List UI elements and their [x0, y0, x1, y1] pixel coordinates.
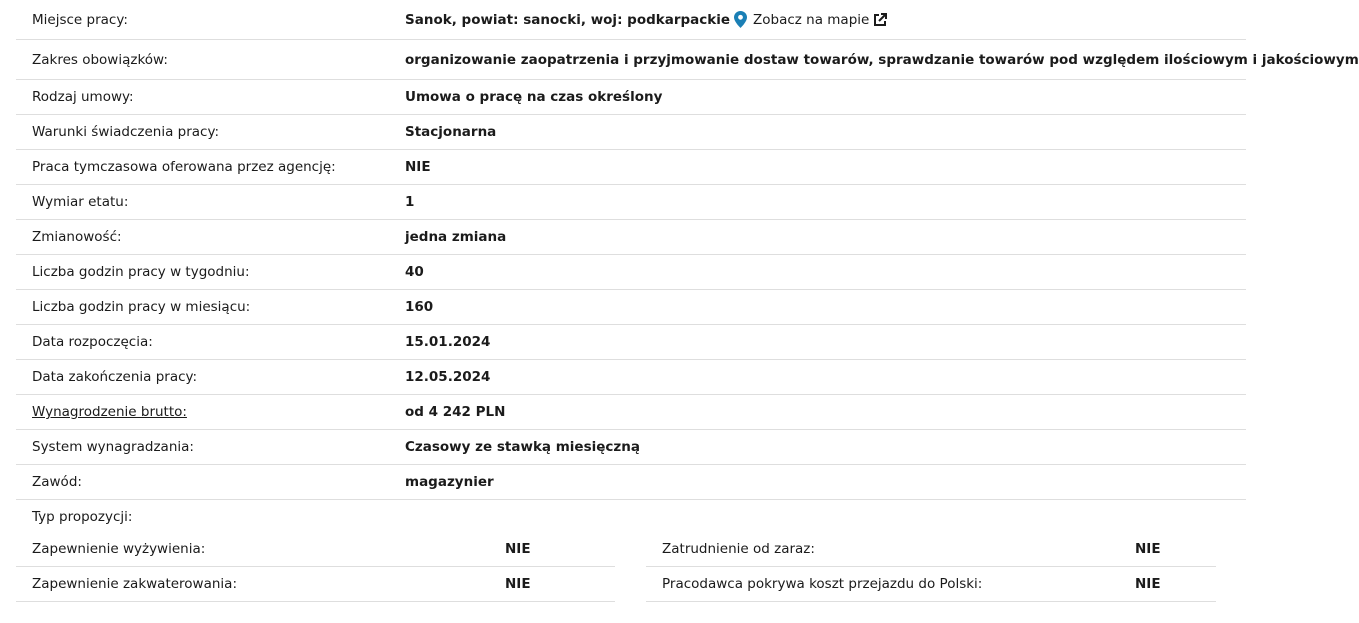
meals-value: NIE: [505, 541, 531, 557]
proposal-item: [646, 532, 1216, 567]
shifts-label: Zmianowość:: [32, 229, 122, 245]
accommodation-value: NIE: [505, 576, 531, 592]
shifts-value: jedna zmiana: [405, 229, 507, 245]
map-pin-icon: [734, 11, 747, 28]
travel-cost-label: Pracodawca pokrywa koszt przejazdu do Polski:: [662, 576, 983, 592]
gross-salary-help-link[interactable]: Wynagrodzenie brutto:: [32, 404, 187, 420]
weekly-hours-value: 40: [405, 264, 424, 280]
proposal-left-column: [16, 532, 615, 602]
meals-label: Zapewnienie wyżywienia:: [32, 541, 206, 557]
occupation-label: Zawód:: [32, 474, 82, 490]
row-location: [16, 0, 1246, 40]
location-label: Miejsce pracy:: [32, 11, 128, 28]
accommodation-label: Zapewnienie zakwaterowania:: [32, 576, 237, 592]
fte-label: Wymiar etatu:: [32, 194, 129, 210]
row-gross-salary: [16, 395, 1246, 430]
row-end-date: [16, 360, 1246, 395]
monthly-hours-value: 160: [405, 299, 434, 315]
work-mode-value: Stacjonarna: [405, 124, 497, 140]
end-date-label: Data zakończenia pracy:: [32, 369, 198, 385]
pay-system-label: System wynagradzania:: [32, 439, 194, 455]
contract-type-value: Umowa o pracę na czas określony: [405, 89, 663, 105]
immediate-hire-value: NIE: [1135, 541, 1161, 557]
external-link-icon: [873, 13, 887, 27]
duties-value: organizowanie zaopatrzenia i przyjmowanie dostaw towarów, sprawdzanie towarów pod względem ilościowym i jakościowym: [405, 51, 1359, 68]
start-date-label: Data rozpoczęcia:: [32, 334, 153, 350]
row-duties: [16, 40, 1359, 80]
gross-salary-value: od 4 242 PLN: [405, 404, 506, 420]
immediate-hire-label: Zatrudnienie od zaraz:: [662, 541, 815, 557]
duties-label: Zakres obowiązków:: [32, 51, 168, 68]
row-shifts: [16, 220, 1246, 255]
occupation-value: magazynier: [405, 474, 494, 490]
fte-value: 1: [405, 194, 415, 210]
row-work-mode: [16, 115, 1246, 150]
proposal-item: [16, 567, 615, 602]
proposal-item: [646, 567, 1216, 602]
row-proposal-type: [16, 500, 1246, 533]
row-fte: [16, 185, 1246, 220]
start-date-value: 15.01.2024: [405, 334, 491, 350]
weekly-hours-label: Liczba godzin pracy w tygodniu:: [32, 264, 250, 280]
row-start-date: [16, 325, 1246, 360]
location-value: Sanok, powiat: sanocki, woj: podkarpackie: [405, 11, 731, 28]
proposal-item: [16, 532, 615, 567]
temp-agency-value: NIE: [405, 159, 431, 175]
row-occupation: [16, 465, 1246, 500]
temp-agency-label: Praca tymczasowa oferowana przez agencję:: [32, 159, 336, 175]
row-temp-agency: [16, 150, 1246, 185]
contract-type-label: Rodzaj umowy:: [32, 89, 134, 105]
proposal-right-column: [646, 532, 1216, 602]
work-mode-label: Warunki świadczenia pracy:: [32, 124, 220, 140]
show-on-map-label: Zobacz na mapie: [753, 11, 870, 28]
row-pay-system: [16, 430, 1246, 465]
travel-cost-value: NIE: [1135, 576, 1161, 592]
proposal-type-label: Typ propozycji:: [32, 508, 133, 525]
pay-system-value: Czasowy ze stawką miesięczną: [405, 439, 640, 455]
proposal-grid: [16, 532, 1246, 602]
show-on-map-link[interactable]: [734, 11, 887, 28]
job-details-table: [16, 0, 1359, 533]
end-date-value: 12.05.2024: [405, 369, 491, 385]
row-weekly-hours: [16, 255, 1246, 290]
row-monthly-hours: [16, 290, 1246, 325]
row-contract-type: [16, 80, 1246, 115]
monthly-hours-label: Liczba godzin pracy w miesiącu:: [32, 299, 251, 315]
